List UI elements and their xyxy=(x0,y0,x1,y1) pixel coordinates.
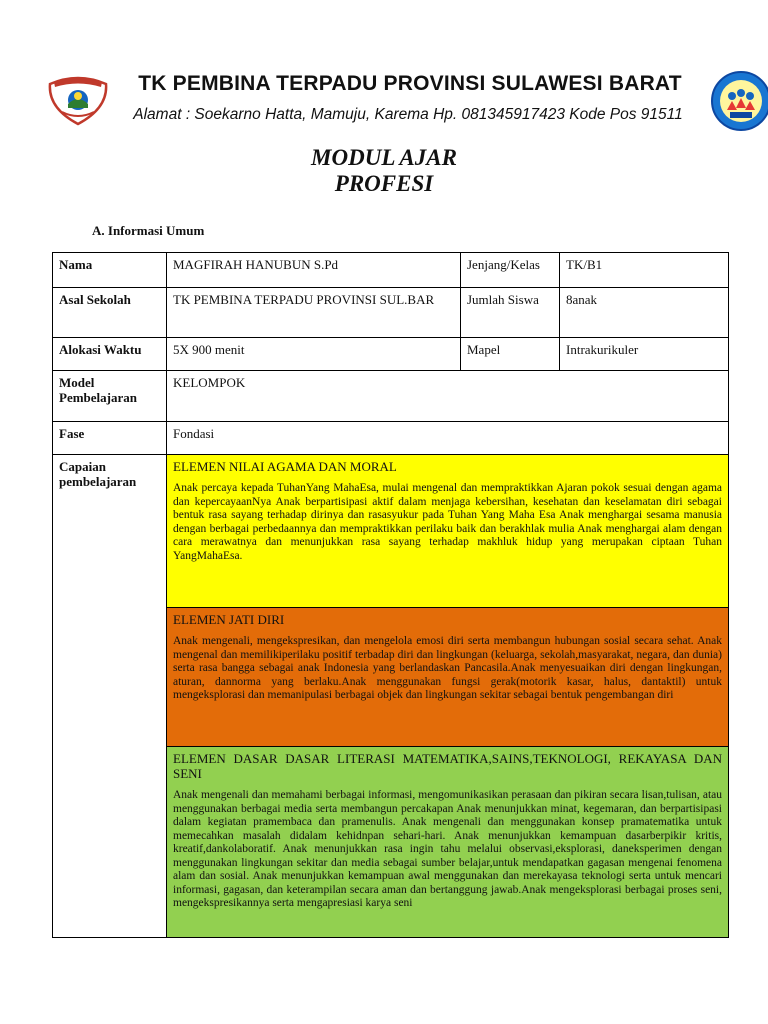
table-row xyxy=(53,338,729,371)
document-title xyxy=(0,145,768,197)
table-row xyxy=(53,371,729,422)
element-jati-diri-cell xyxy=(167,608,729,747)
jumlah-siswa-value: 8anak xyxy=(560,288,729,338)
jumlah-siswa-label: Jumlah Siswa xyxy=(461,288,560,338)
jenjang-label: Jenjang/Kelas xyxy=(461,253,560,288)
element-title: ELEMEN DASAR DASAR LITERASI MATEMATIKA,SAINS,TEKNOLOGI, REKAYASA DAN SENI xyxy=(173,751,722,781)
nama-label: Nama xyxy=(53,253,167,288)
element-text: Anak mengenali dan memahami berbagai informasi, mengomunikasikan perasaan dan pikiran secara lisan,tulisan, atau menggunakan berbagai media serta membangun percakapan Anak menunjukkan minat, kegemaran, dan berpartisipasi dalam kegiatan pramembaca dan pramenulis. Anak mengenali dan menggunakan konsep pramatematika untuk memecahkan masalah didalam kehidnpan sehari-hari. Anak menunjukkan kemampuan dasarberpikir kritis, kreatif,dankolaboratif. Anak menunjukkan rasa ingin tahu melalui observasi,eksplorasi, daneksperimen dengan menggunakan lingkungan sekitar dan media sebagai sumber belajar,untuk mendapatkan gagasan mengenai fenomena alam dan sosial. Anak menunjukkan kemampuan awal menggunakan dan merekayasa teknologi serta untuk mencari informasi, gagasan, dan keterampilan secara aman dan bertanggung jawab.Anak mengeksplorasi berbagai proses seni, mengekspresikannya serta mengapresiasi karya seni xyxy=(173,789,722,909)
fase-label: Fase xyxy=(53,422,167,455)
element-literasi-cell xyxy=(167,747,729,938)
table-row xyxy=(53,455,729,608)
school-name: TK PEMBINA TERPADU PROVINSI SULAWESI BARAT xyxy=(138,72,682,95)
capaian-pembelajaran-label: Capaian pembelajaran xyxy=(53,455,167,938)
element-nilai-agama-cell xyxy=(167,455,729,608)
section-heading-informasi-umum: A. Informasi Umum xyxy=(92,223,205,238)
element-text: Anak mengenali, mengekspresikan, dan mengelola emosi diri serta membangun hubungan sosial secara sehat. Anak mengenal dan memilikiperilaku positif terbadap diri dan lingkungan (keluarga, sekolah,masyarakat, negara, dan dunia) serta rasa bangga sebagai anak Indonesia yang berlandaskan Pancasila.Anak menyesuaikan diri dengan lingkungan, aturan, dannorma yang berlaku.Anak menggunakan fungsi gerak(motorik kasar, halus, dantaktil) untuk mengeksplorasi dan memanipulasi berbagai objek dan lingkungan sekitar sebagai bentuk pengembangan diri xyxy=(173,635,722,701)
nama-value: MAGFIRAH HANUBUN S.Pd xyxy=(167,253,461,288)
alokasi-waktu-label: Alokasi Waktu xyxy=(53,338,167,371)
title-line-2: PROFESI xyxy=(334,171,434,196)
letterhead xyxy=(40,70,740,128)
table-row xyxy=(53,422,729,455)
element-text: Anak percaya kepada TuhanYang MahaEsa, mulai mengenal dan mempraktikkan Ajaran pokok sesuai dengan agama dan kepercayaanNya Anak berpartisipasi aktif dalam menjaga kebersihan, kesehatan dan keselamatan diri sebagai bentuk rasa sayang terhadap dirinya dan rasasyukur pada Tuhan Yang Maha Esa Anak menghargai sesama manusia dengan berbagai perbedaannya dan mempraktikkan perilaku baik dan berakhlak mulia Anak menghargai alam dengan cara merawatnya dan menunjukkan rasa sayang terhadap makhluk hidup yang merupakan ciptaan Tuhan YangMahaEsa. xyxy=(173,482,722,562)
jenjang-value: TK/B1 xyxy=(560,253,729,288)
element-title: ELEMEN JATI DIRI xyxy=(173,612,285,627)
general-info-table xyxy=(52,252,729,938)
asal-sekolah-value: TK PEMBINA TERPADU PROVINSI SUL.BAR xyxy=(167,288,461,338)
alokasi-waktu-value: 5X 900 menit xyxy=(167,338,461,371)
table-row xyxy=(53,253,729,288)
fase-value: Fondasi xyxy=(167,422,729,455)
provincial-emblem-logo xyxy=(46,74,110,126)
mapel-label: Mapel xyxy=(461,338,560,371)
table-row xyxy=(53,288,729,338)
element-title: ELEMEN NILAI AGAMA DAN MORAL xyxy=(173,459,397,474)
model-pembelajaran-label: Model Pembelajaran xyxy=(53,371,167,422)
school-address: Alamat : Soekarno Hatta, Mamuju, Karema Hp. 081345917423 Kode Pos 91511 xyxy=(133,106,683,123)
mapel-value: Intrakurikuler xyxy=(560,338,729,371)
asal-sekolah-label: Asal Sekolah xyxy=(53,288,167,338)
paud-emblem-logo xyxy=(710,70,768,132)
title-line-1: MODUL AJAR xyxy=(311,145,457,170)
model-pembelajaran-value: KELOMPOK xyxy=(167,371,729,422)
